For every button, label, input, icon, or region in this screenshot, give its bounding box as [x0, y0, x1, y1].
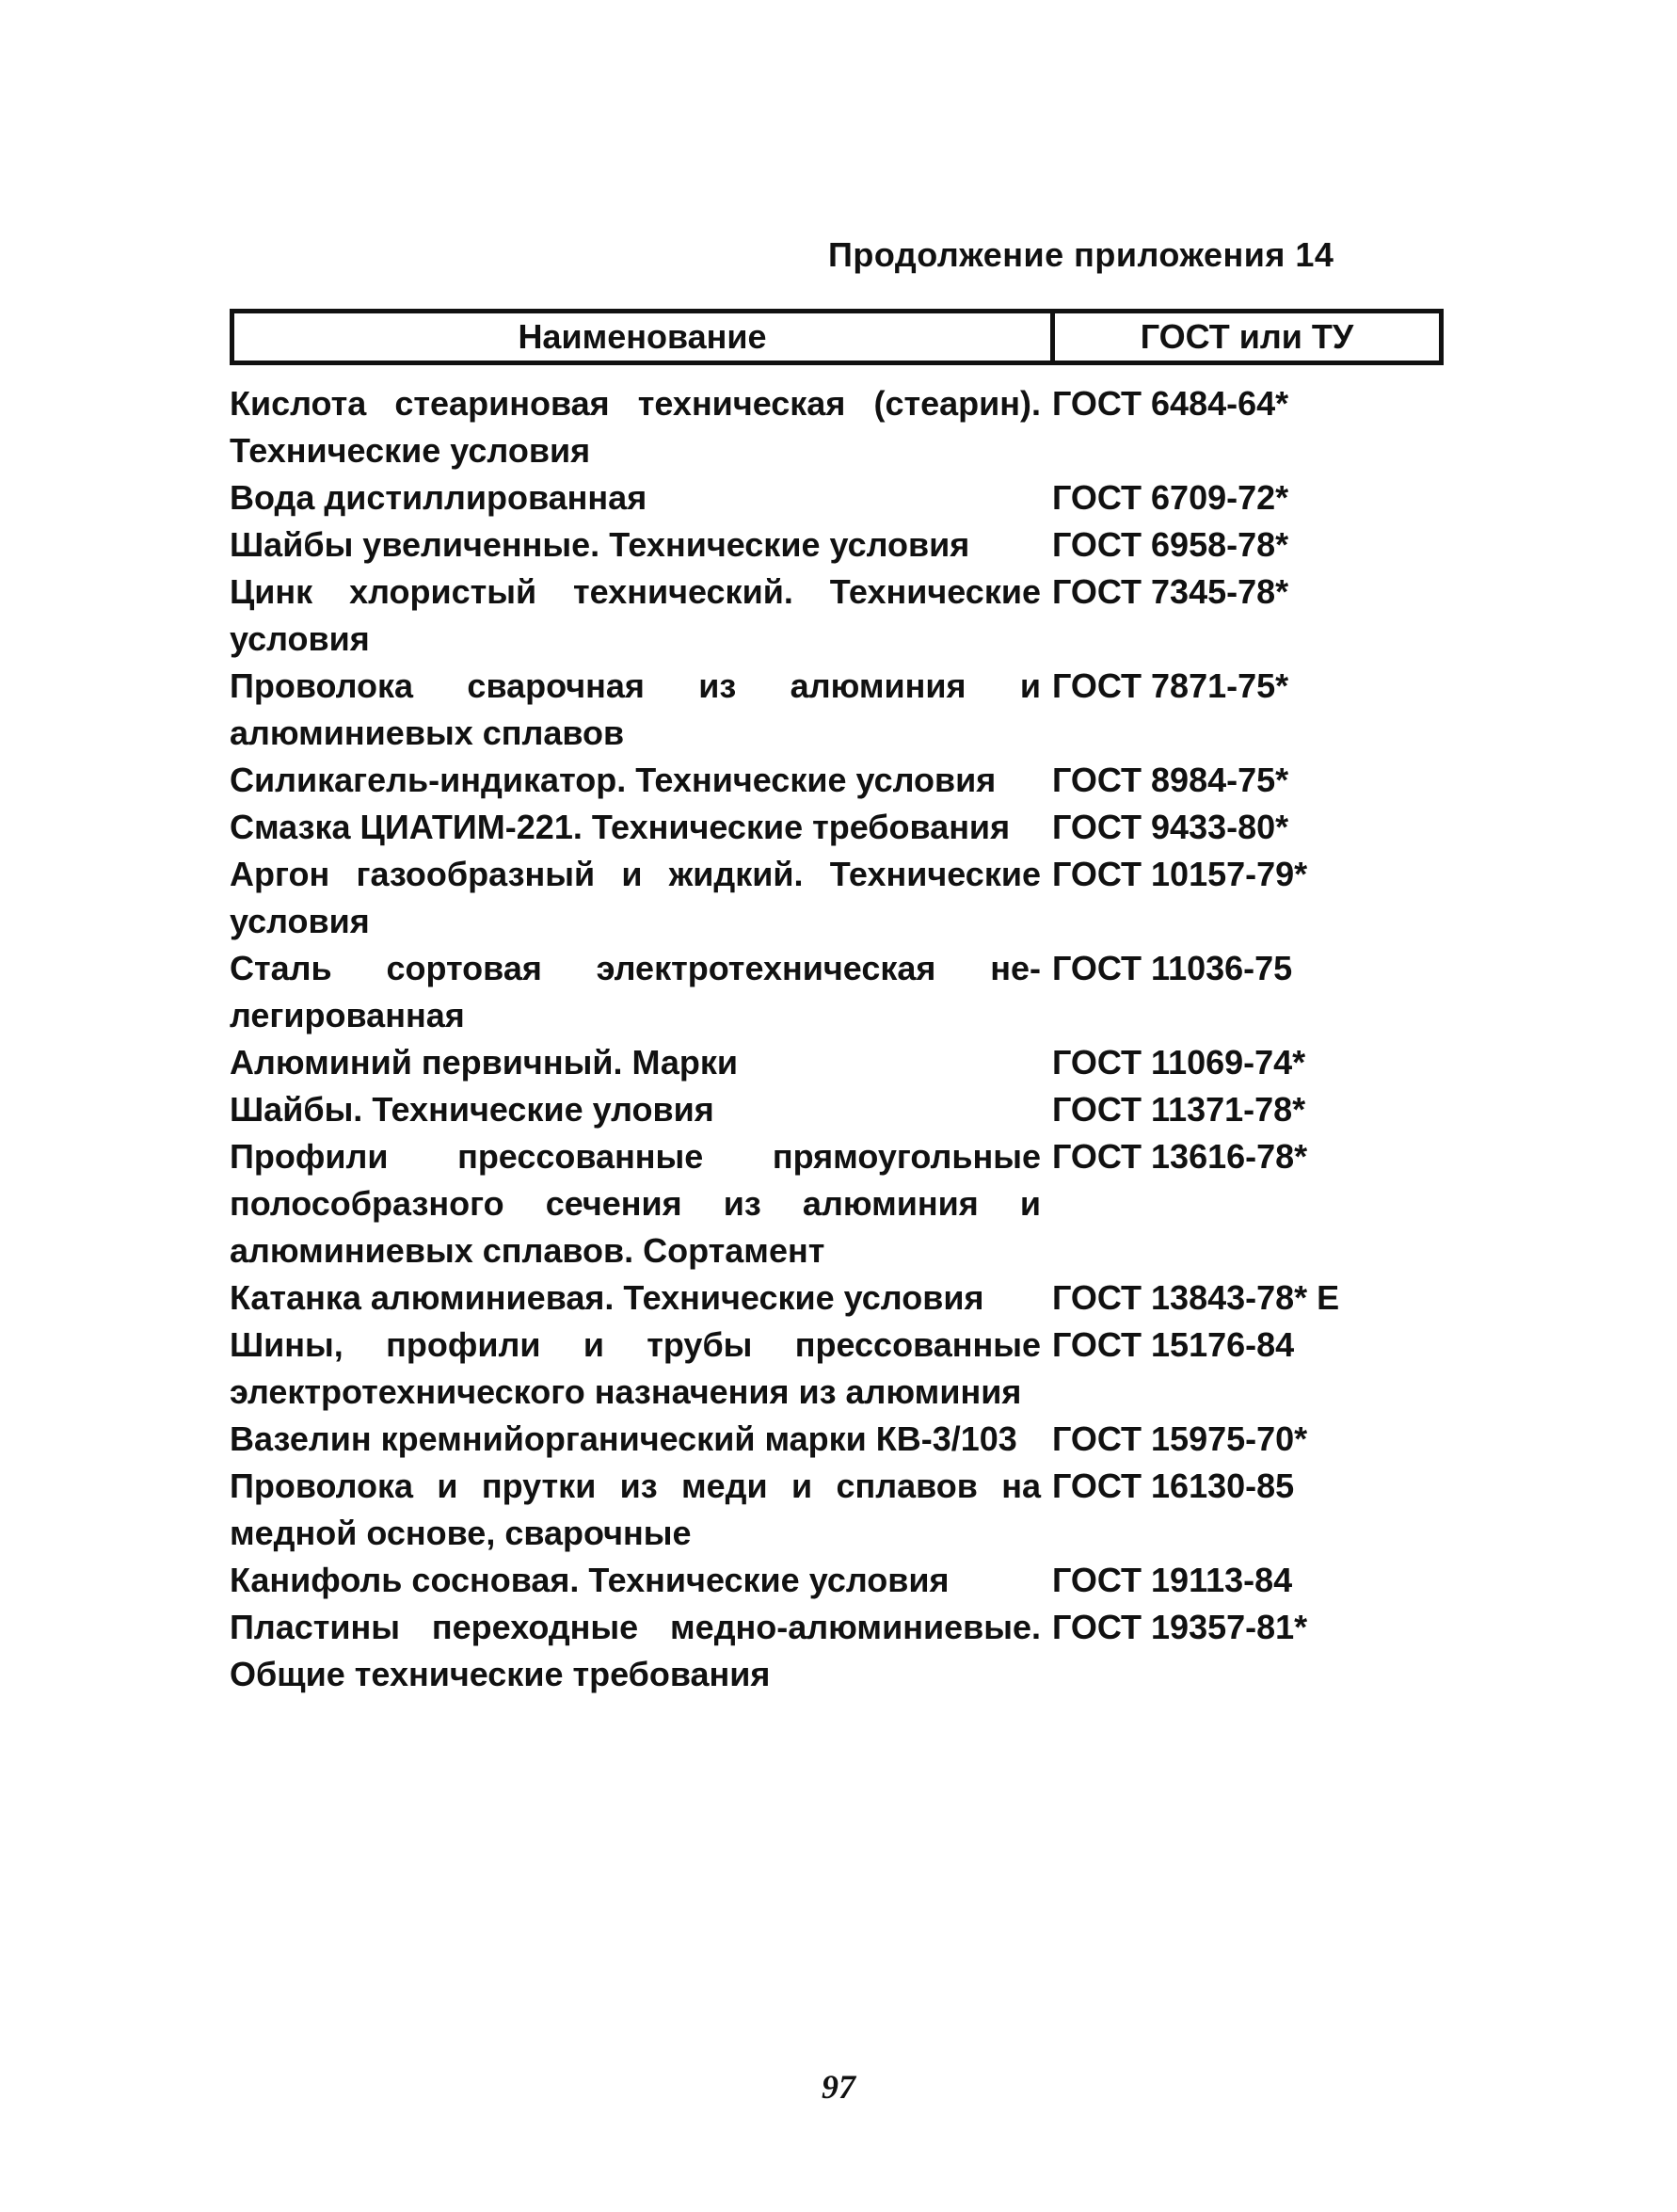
page-number: 97 — [822, 2068, 855, 2106]
table-row — [230, 1133, 1444, 1274]
table-row — [230, 1086, 1444, 1133]
table-row — [230, 1557, 1444, 1604]
row-name: Вода дистиллированная — [230, 478, 647, 517]
table-row — [230, 1463, 1444, 1557]
table-row — [230, 945, 1444, 1039]
row-name: Сталь сортовая электротехническая нелегированная — [230, 949, 1041, 1034]
row-name: Кислота стеариновая техническая (стеарин). Технические условия — [230, 384, 1041, 470]
row-name: Смазка ЦИАТИМ-221. Технические требования — [230, 808, 1011, 846]
row-name: Пластины переходные медно-алюминиевые. Общие технические требования — [230, 1608, 1041, 1693]
row-gost: ГОСТ 8984-75* — [1052, 761, 1289, 799]
table-body — [230, 380, 1444, 1698]
table-row — [230, 380, 1444, 474]
row-gost: ГОСТ 6484-64* — [1052, 384, 1289, 423]
row-gost: ГОСТ 10157-79* — [1052, 855, 1308, 893]
row-name: Вазелин кремнийорганический марки КВ-3/103 — [230, 1419, 1017, 1458]
row-gost: ГОСТ 13843-78* Е — [1052, 1278, 1340, 1317]
row-gost: ГОСТ 19113-84 — [1052, 1561, 1293, 1599]
row-name: Канифоль сосновая. Технические условия — [230, 1561, 950, 1599]
row-gost: ГОСТ 7871-75* — [1052, 666, 1289, 705]
row-gost: ГОСТ 6709-72* — [1052, 478, 1289, 517]
table-row — [230, 1604, 1444, 1698]
row-name: Шайбы увеличенные. Технические условия — [230, 525, 970, 564]
row-gost: ГОСТ 9433-80* — [1052, 808, 1289, 846]
table-row — [230, 804, 1444, 851]
row-name: Проволока сварочная из алюминия и алюминиевых сплавов — [230, 666, 1041, 752]
row-gost: ГОСТ 15176-84 — [1052, 1325, 1295, 1364]
row-gost: ГОСТ 7345-78* — [1052, 572, 1289, 611]
row-gost: ГОСТ 11036-75 — [1052, 949, 1293, 987]
row-gost: ГОСТ 11371-78* — [1052, 1090, 1306, 1129]
table-header — [230, 309, 1444, 365]
table-row — [230, 1039, 1444, 1086]
row-gost: ГОСТ 6958-78* — [1052, 525, 1289, 564]
table-caption: Продолжение приложения 14 — [828, 235, 1334, 274]
row-gost: ГОСТ 15975-70* — [1052, 1419, 1308, 1458]
table-row — [230, 663, 1444, 757]
table-row — [230, 757, 1444, 804]
row-name: Проволока и прутки из меди и сплавов на медной основе, сварочные — [230, 1467, 1041, 1552]
column-header-gost: ГОСТ или ТУ — [1140, 317, 1354, 356]
row-name: Цинк хлористый технический. Технические условия — [230, 572, 1041, 658]
row-gost: ГОСТ 16130-85 — [1052, 1467, 1295, 1505]
row-name: Катанка алюминиевая. Технические условия — [230, 1278, 984, 1317]
table-row — [230, 1274, 1444, 1322]
row-name: Силикагель-индикатор. Технические условия — [230, 761, 997, 799]
row-gost: ГОСТ 11069-74* — [1052, 1043, 1306, 1082]
row-name: Аргон газообразный и жидкий. Технические условия — [230, 855, 1041, 940]
row-name: Шайбы. Технические уловия — [230, 1090, 714, 1129]
row-gost: ГОСТ 19357-81* — [1052, 1608, 1308, 1646]
table-row — [230, 851, 1444, 945]
table-row — [230, 474, 1444, 521]
row-name: Шины, профили и трубы прессованные электротехнического назначения из алюминия — [230, 1325, 1041, 1411]
table-row — [230, 521, 1444, 569]
table-row — [230, 569, 1444, 663]
column-header-name: Наименование — [234, 313, 1055, 361]
row-gost: ГОСТ 13616-78* — [1052, 1137, 1308, 1176]
row-name: Профили прессованные прямоугольные полособразного сечения из алюминия и алюминиевых сплавов. Сортамент — [230, 1137, 1041, 1270]
row-name: Алюминий первичный. Марки — [230, 1043, 739, 1082]
table-row — [230, 1416, 1444, 1463]
table-row — [230, 1322, 1444, 1416]
